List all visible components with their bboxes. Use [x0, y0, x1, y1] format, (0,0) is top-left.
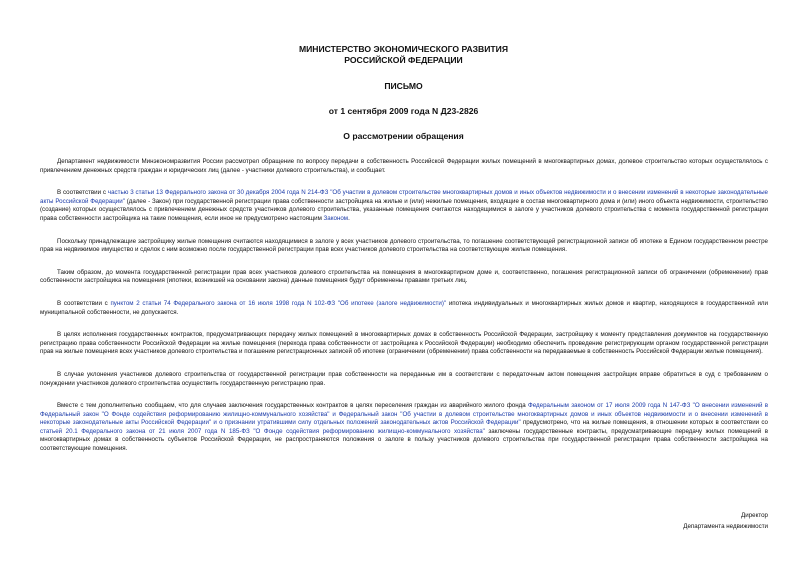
- law-147-fz-link[interactable]: Федеральным законом от 17 июля 2009 года N 147-ФЗ "О внесении изменений в Федеральный закон "О Фонде содействия реформированию жилищно-коммунального хозяйства" и Федеральный закон "Об участии в долевом строительстве многоквартирных домов и иных объектов недвижимости и о внесении изменений в некоторые законодательные акты Российской Федерации" и о признании утратившими силу отдельных положений законодательных актов Российской Федерации": [40, 402, 769, 427]
- document-type: ПИСЬМО: [384, 81, 423, 91]
- ministry-name-line2: РОССИЙСКОЙ ФЕДЕРАЦИИ: [344, 55, 463, 65]
- paragraph-2-text-b: (далее - Закон) при государственной регистрации права собственности застройщика на жилые и (или) нежилые помещения, входящие в состав многоквартирного дома и (или) иного объекта недвижимости, строительство (создание) которых осуществлялось с привлечением денежных средств участников долевого строительства, указанные помещения считаются находящимися в залоге у участников долевого строительства с момента государственной регистрации права собственности застройщика на такие помещения, если иное не предусмотрено настоящим: [40, 197, 768, 222]
- paragraph-5: [40, 300, 768, 317]
- document-date-number: от 1 сентября 2009 года N Д23-2826: [328, 106, 479, 116]
- paragraph-8-text-b: предусмотрено, что на жилые помещения, в отношении которых в соответствии со: [520, 419, 768, 427]
- paragraph-2-text-c: .: [348, 214, 350, 222]
- paragraph-2-text-a: В соответствии с: [57, 189, 108, 197]
- paragraph-5-text-b: ипотека индивидуальных и многоквартирных жилых домов и квартир, находящихся в государственной или муниципальной собственности, не допускается.: [40, 299, 768, 316]
- paragraph-6: В целях исполнения государственных контрактов, предусматривающих передачу жилых помещений в многоквартирных домах в собственность Российской Федерации, застройщику к моменту представления документов на государственную регистрацию права собственности Российской Федерации на жилые помещения (перехода права собственности от застройщика к Российской Федерации) необходимо обеспечить проведение регистрирующим органом государственной регистрации прав на жилые помещения всех участников долевого строительства и погашение регистрационных записей об ипотеке (ограничении (обременении) права собственности на передаваемые в собственность Российской Федерации жилые помещения).: [40, 331, 768, 356]
- signer-position: Директор: [741, 512, 768, 519]
- paragraph-1: Департамент недвижимости Минэкономразвития России рассмотрел обращение по вопросу передачи в собственность Российской Федерации жилых помещений в многоквартирных домах, долевое строительство которых осуществлялось с привлечением денежных средств граждан и юридических лиц (далее - участники долевого строительства), и сообщает.: [40, 158, 768, 174]
- paragraph-8: [40, 402, 768, 454]
- law-102-fz-link[interactable]: пунктом 2 статьи 74 Федерального закона от 16 июля 1998 года N 102-ФЗ "Об ипотеке (залоге недвижимости)": [110, 299, 447, 307]
- law-214-fz-link[interactable]: частью 3 статьи 13 Федерального закона от 30 декабря 2004 года N 214-ФЗ "Об участии в долевом строительстве многоквартирных домов и иных объектов недвижимости и о внесении изменений в некоторые законодательные акты Российской Федерации": [40, 189, 768, 205]
- paragraph-8-text-c: заключены государственные контракты, предусматривающие передачу жилых помещений в многоквартирных домах в собственность субъектов Российской Федерации, не распространяются положения о залоге в пользу участников долевого строительства при государственной регистрации права собственности застройщика на соответствующие помещения.: [40, 427, 768, 453]
- paragraph-5-text-a: В соответствии с: [57, 299, 111, 307]
- document-subject: О рассмотрении обращения: [343, 131, 464, 141]
- signature-block: [683, 510, 768, 532]
- paragraph-8-text-a: Вместе с тем дополнительно сообщаем, что для случаев заключения государственных контрактов в целях переселения граждан из аварийного жилого фонда: [57, 402, 529, 410]
- document-header: [0, 44, 807, 117]
- ministry-name-line1: МИНИСТЕРСТВО ЭКОНОМИЧЕСКОГО РАЗВИТИЯ: [298, 44, 509, 54]
- paragraph-4: Таким образом, до момента государственной регистрации прав всех участников долевого строительства на помещения в многоквартирном доме и, соответственно, погашения регистрационной записи об ограничении (обременении) прав собственности застройщика на помещения (ипотеки, возникшей на основании закона) данные помещения будут обременены правами третьих лиц.: [40, 268, 768, 285]
- signer-department: Департамента недвижимости: [683, 523, 768, 530]
- paragraph-7: В случае уклонения участников долевого строительства от государственной регистрации прав собственности на переданные им в соответствии с передаточным актом помещения застройщик вправе обратиться в суд с требованием о понуждении участников долевого строительства осуществить государственную регистрацию прав.: [40, 370, 768, 387]
- paragraph-3: Поскольку принадлежащие застройщику жилые помещения считаются находящимися в залоге у всех участников долевого строительства, то погашение соответствующей регистрационной записи об ипотеке в Едином государственном реестре прав на недвижимое имущество и сделок с ним возможно после государственной регистрации прав всех участников долевого строительства на соответствующие жилые помещения.: [40, 237, 768, 254]
- law-185-fz-link[interactable]: статьей 20.1 Федерального закона от 21 июля 2007 года N 185-ФЗ "О Фонде содействия реформированию жилищно-коммунального хозяйства": [40, 427, 485, 435]
- law-link[interactable]: Законом: [323, 214, 349, 222]
- paragraph-2: [40, 189, 768, 223]
- document-body: [40, 158, 768, 468]
